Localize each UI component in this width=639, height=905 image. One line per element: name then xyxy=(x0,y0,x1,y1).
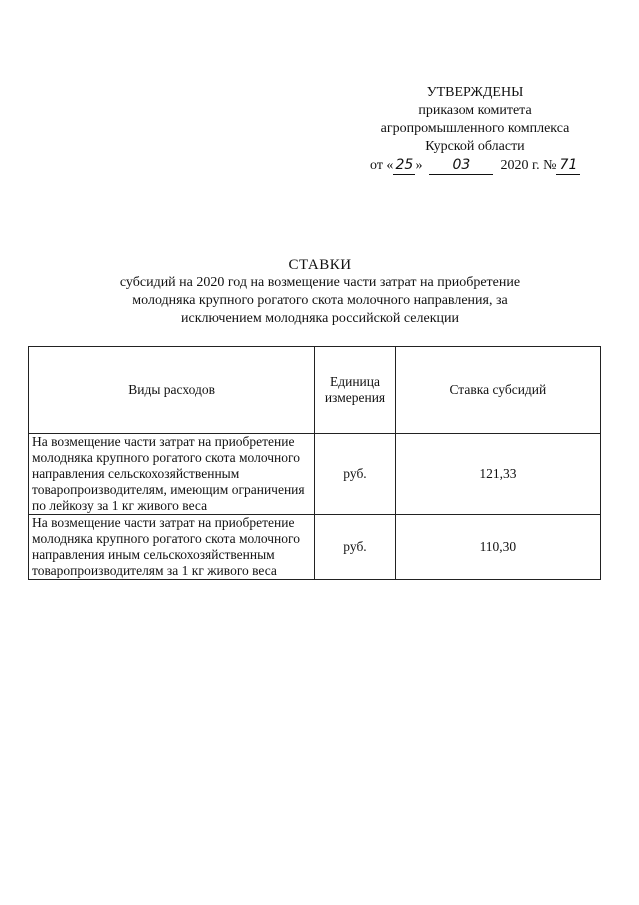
approval-stamp xyxy=(360,84,590,175)
order-month-handwritten: 03 xyxy=(429,156,493,175)
table-row xyxy=(29,434,601,515)
approval-line-committee: агропромышленного комплекса xyxy=(380,121,570,136)
document-subtitle-line-3: исключением молодняка российской селекции xyxy=(181,311,459,326)
order-year: 2020 г. № xyxy=(500,158,557,173)
header-expense-type: Виды расходов xyxy=(29,347,315,434)
row-rate: 110,30 xyxy=(395,515,600,580)
document-subtitle-line-2: молодняка крупного рогатого скота молочного направления, за xyxy=(132,293,508,308)
header-unit: Единица измерения xyxy=(315,347,396,434)
subsidy-rates-table xyxy=(28,346,601,580)
header-rate: Ставка субсидий xyxy=(395,347,600,434)
approval-line-region: Курской области xyxy=(425,139,525,154)
table-header-row xyxy=(29,347,601,434)
row-description: На возмещение части затрат на приобретение молодняка крупного рогатого скота молочного направления сельскохозяйственным товаропроизводителям, имеющим ограничения по лейкозу за 1 кг живого веса xyxy=(29,434,315,515)
table-row xyxy=(29,515,601,580)
approval-line-order: приказом комитета xyxy=(418,103,532,118)
row-unit: руб. xyxy=(315,434,396,515)
row-description: На возмещение части затрат на приобретение молодняка крупного рогатого скота молочного направления иным сельскохозяйственным товаропроизводителям за 1 кг живого веса xyxy=(29,515,315,580)
order-number-handwritten: 71 xyxy=(556,156,580,175)
row-unit: руб. xyxy=(315,515,396,580)
document-title: СТАВКИ xyxy=(288,257,352,273)
document-subtitle-line-1: субсидий на 2020 год на возмещение части затрат на приобретение xyxy=(119,275,521,290)
approval-order-date xyxy=(360,156,590,175)
order-prefix: от « xyxy=(370,158,394,173)
approval-heading: УТВЕРЖДЕНЫ xyxy=(426,85,524,100)
order-day-handwritten: 25 xyxy=(393,156,415,175)
document-title-block xyxy=(40,256,600,328)
order-quote-close: » xyxy=(415,158,423,173)
row-rate: 121,33 xyxy=(395,434,600,515)
